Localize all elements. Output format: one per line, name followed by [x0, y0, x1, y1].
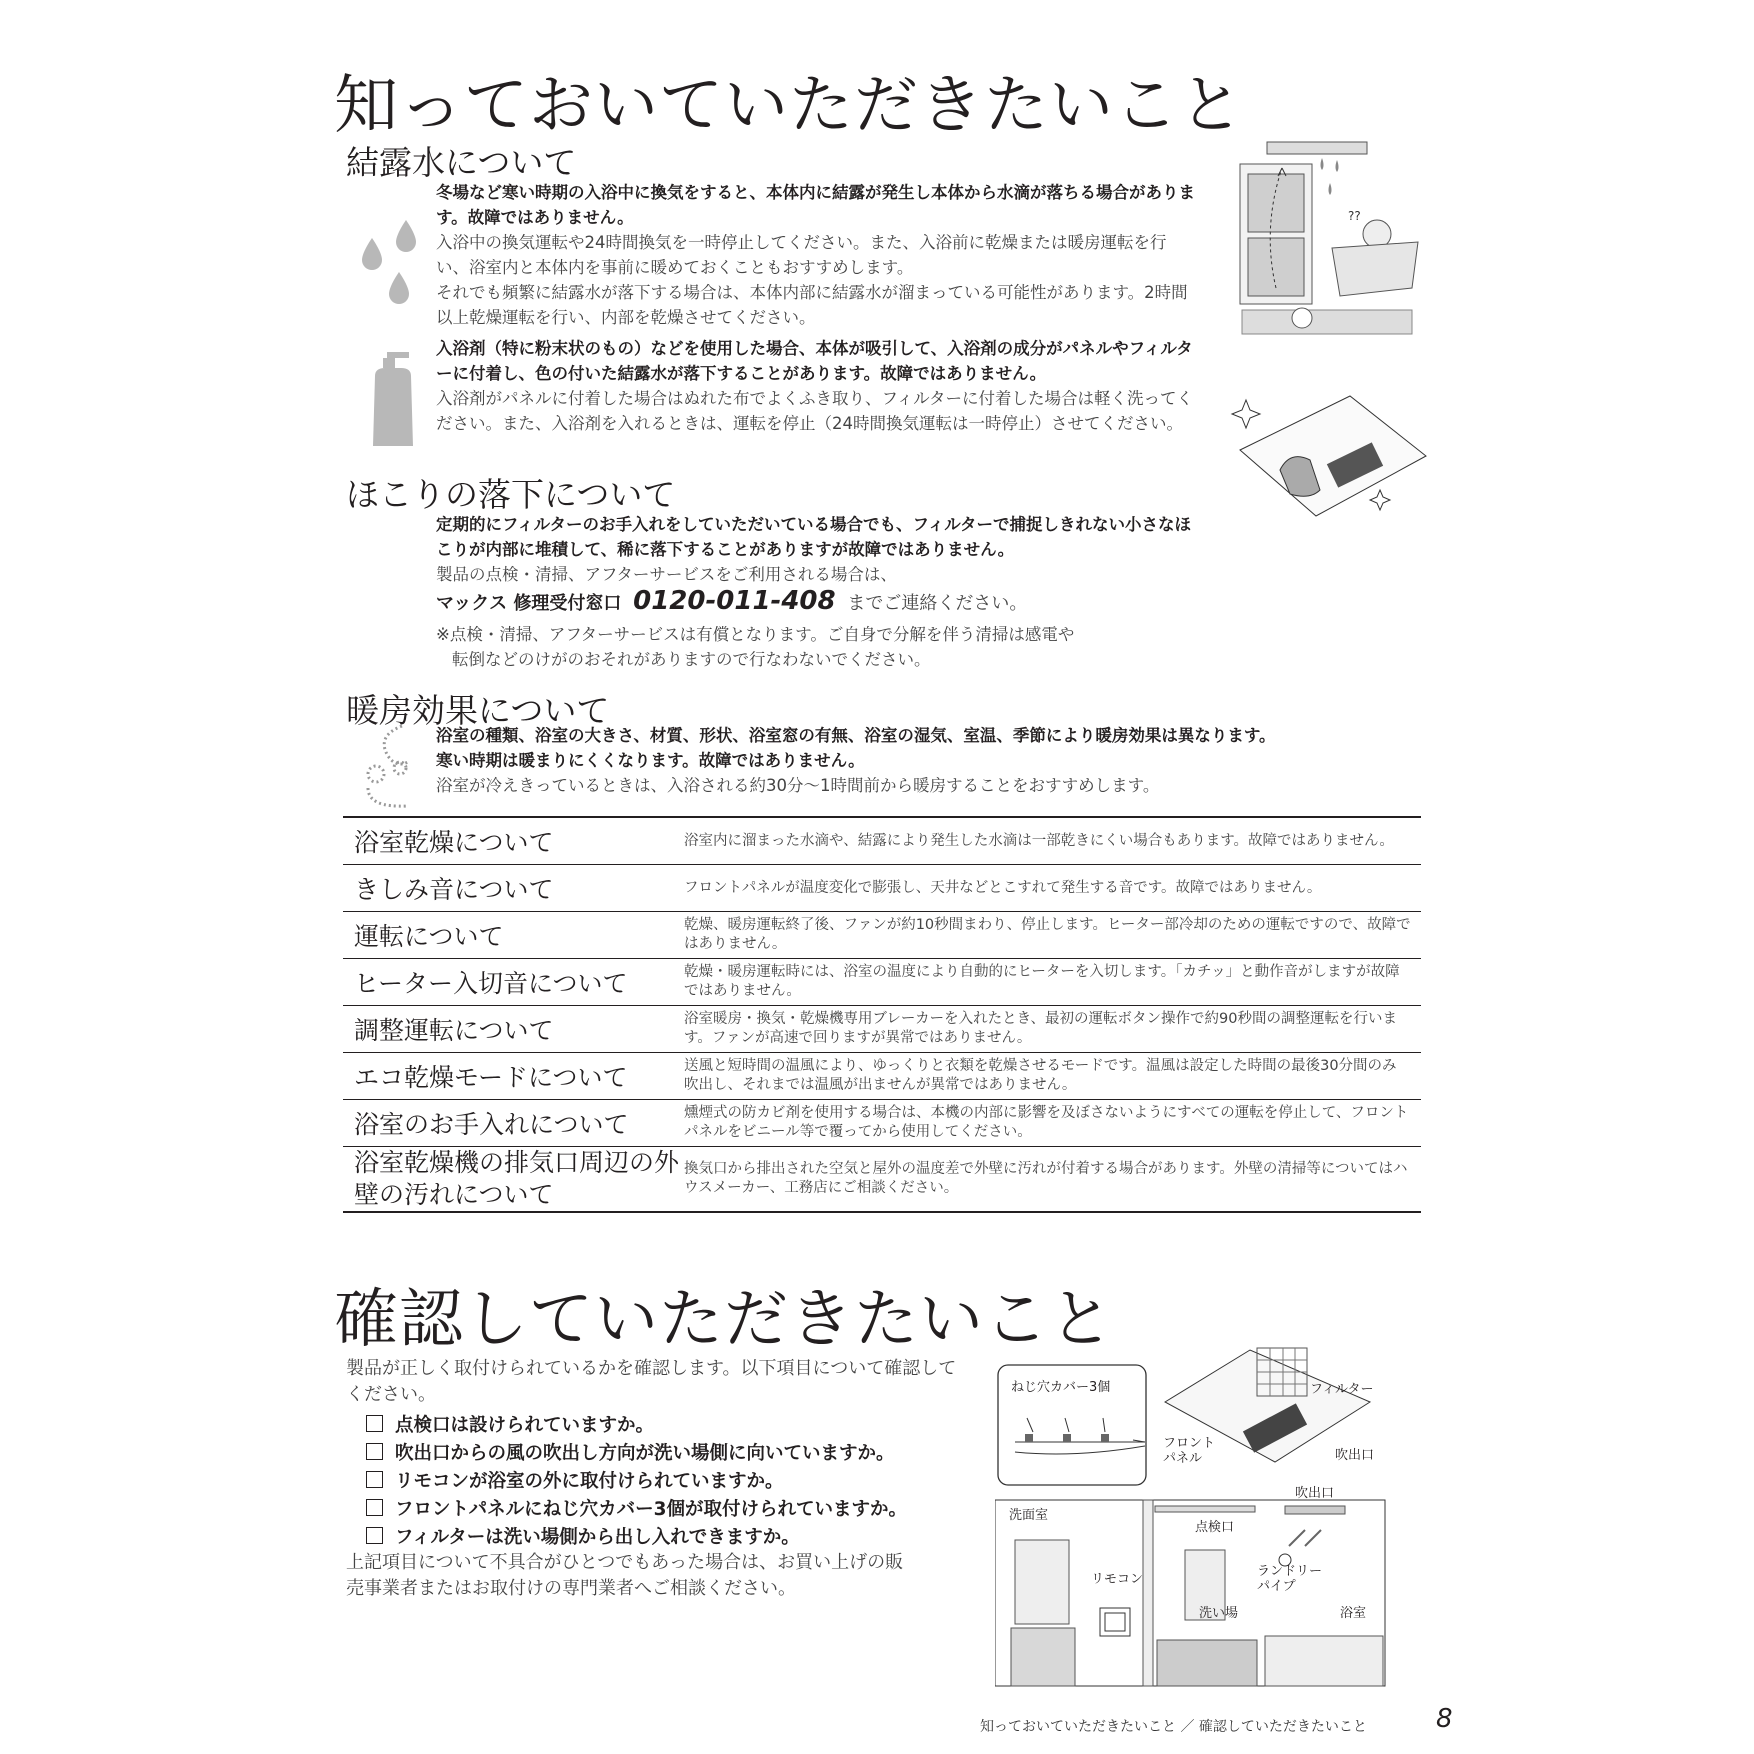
condensation-text-1: 冬場など寒い時期の入浴中に換気をすると、本体内に結露が発生し本体から水滴が落ちる場合があります。故障ではありません。 入浴中の換気運転や24時間換気を一時停止してください。また、入浴前に乾燥または暖房運転を行い、浴室内と本体内を事前に暖めておくこともおすすめします。 それでも頻繁に結露水が落下する場合は、本体内部に結露水が溜まっている可能性があります。2時間以上乾燥運転を行い、内部を乾燥させてください。 — [436, 183, 1195, 327]
label-outlet-room: 吹出口 — [1295, 1486, 1335, 1501]
dust-text: 定期的にフィルターのお手入れをしていただいている場合でも、フィルターで捕捉しきれない小さなほこりが内部に堆積して、稀に落下することがありますが故障ではありません。 製品の点検・清掃、アフターサービスをご利用される場合は、 — [436, 515, 1192, 584]
check-intro: 製品が正しく取付けられているかを確認します。以下項目について確認してください。 — [346, 1358, 957, 1405]
section-title-check: 確認していただきたいこと — [334, 1283, 1114, 1357]
faq-row: エコ乾燥モードについて 送風と短時間の温風により、ゆっくりと衣類を乾燥させるモードです。温風は設定した時間の最後30分間のみ吹出し、それまでは温風が出ませんが異常ではありません。 — [343, 1053, 1421, 1100]
checkbox-icon[interactable] — [366, 1443, 383, 1460]
faq-row: 調整運転について 浴室暖房・換気・乾燥機専用ブレーカーを入れたとき、最初の運転ボタン操作で約90秒間の調整運転を行います。ファンが高速で回りますが異常ではありません。 — [343, 1006, 1421, 1053]
checkbox-icon[interactable] — [366, 1471, 383, 1488]
condensation-text-2: 入浴剤（特に粉末状のもの）などを使用した場合、本体が吸引して、入浴剤の成分がパネルやフィルターに付着し、色の付いた結露水が落下することがあります。故障ではありません。 入浴剤がパネルに付着した場合はぬれた布でよくふき取り、フィルターに付着した場合は軽く洗ってください。また、入浴剤を入れるときは、運転を停止（24時間換気運転は一時停止）させてください。 — [436, 339, 1194, 433]
heating-text: 浴室の種類、浴室の大きさ、材質、形状、浴室窓の有無、浴室の湿気、室温、季節により暖房効果は異なります。 寒い時期は暖まりにくくなります。故障ではありません。 浴室が冷えきっているときは、入浴される約30分～1時間前から暖房することをおすすめします。 — [436, 726, 1276, 795]
checkbox-icon[interactable] — [366, 1499, 383, 1516]
label-washing-area: 洗い場 — [1199, 1606, 1239, 1621]
faq-row: 浴室乾燥について 浴室内に溜まった水滴や、結露により発生した水滴は一部乾きにくい場合もあります。故障ではありません。 — [343, 817, 1421, 865]
faq-row: 運転について 乾燥、暖房運転終了後、ファンが約10秒間まわり、停止します。ヒーター部冷却のための運転ですので、故障ではありません。 — [343, 912, 1421, 959]
faq-row: ヒーター入切音について 乾燥・暖房運転時には、浴室の温度により自動的にヒーターを入切します。「カチッ」と動作音がしますが故障ではありません。 — [343, 959, 1421, 1006]
label-front-panel: フロント パネル — [1163, 1436, 1216, 1466]
faq-row: 浴室のお手入れについて 燻煙式の防カビ剤を使用する場合は、本機の内部に影響を及ぼさないようにすべての運転を停止して、フロントパネルをビニール等で覆ってから使用してください。 — [343, 1100, 1421, 1147]
checklist-item[interactable]: 点検口は設けられていますか。 — [366, 1412, 907, 1440]
contact-label: マックス 修理受付窓口 — [436, 593, 622, 614]
label-outlet-top: 吹出口 — [1335, 1448, 1375, 1463]
bath-additive-bottle-icon — [365, 350, 423, 450]
label-remote: リモコン — [1091, 1572, 1144, 1587]
checkbox-icon[interactable] — [366, 1527, 383, 1544]
page-title: 知っておいていただきたいこと — [334, 69, 1244, 143]
contact-suffix: までご連絡ください。 — [847, 593, 1028, 614]
wiping-panel-illustration — [1230, 390, 1430, 520]
checklist-item[interactable]: リモコンが浴室の外に取付けられていますか。 — [366, 1468, 907, 1496]
label-filter: フィルター — [1310, 1382, 1374, 1397]
label-bathroom: 浴室 — [1340, 1606, 1367, 1621]
faq-row: きしみ音について フロントパネルが温度変化で膨張し、天井などとこすれて発生する音です。故障ではありません。 — [343, 865, 1421, 912]
phone-number: 0120-011-408 — [633, 586, 836, 616]
bathroom-condensation-illustration — [1222, 138, 1422, 338]
water-drops-icon — [360, 218, 420, 313]
checklist-item[interactable]: 吹出口からの風の吹出し方向が洗い場側に向いていますか。 — [366, 1440, 907, 1468]
section-heading-condensation: 結露水について — [346, 143, 577, 182]
section-heading-heating: 暖房効果について — [346, 691, 610, 730]
faq-table — [343, 816, 1421, 1213]
checklist — [366, 1412, 907, 1552]
installation-diagram — [995, 1340, 1395, 1690]
svg-text:??: ?? — [1348, 209, 1361, 223]
section-heading-dust: ほこりの落下について — [346, 475, 676, 514]
label-washroom: 洗面室 — [1009, 1508, 1049, 1523]
warm-air-swirl-icon — [362, 722, 420, 812]
checklist-item[interactable]: フィルターは洗い場側から出し入れできますか。 — [366, 1524, 907, 1552]
checklist-item[interactable]: フロントパネルにねじ穴カバー3個が取付けられていますか。 — [366, 1496, 907, 1524]
label-laundry-pipe: ランドリー パイプ — [1257, 1564, 1323, 1594]
contact-line — [436, 586, 1027, 616]
faq-row: 浴室乾燥機の排気口周辺の外壁の汚れについて 換気口から排出された空気と屋外の温度差で外壁に汚れが付着する場合があります。外壁の清掃等についてはハウスメーカー、工務店にご相談ください。 — [343, 1147, 1421, 1213]
check-outro: 上記項目について不具合がひとつでもあった場合は、お買い上げの販売事業者またはお取付けの専門業者へご相談ください。 — [346, 1552, 904, 1599]
page-number: 8 — [1436, 1704, 1453, 1734]
page-footer: 知っておいていただきたいこと ／ 確認していただきたいこと — [980, 1719, 1367, 1735]
checkbox-icon[interactable] — [366, 1415, 383, 1432]
dust-note: ※点検・清掃、アフターサービスは有償となります。ご自身で分解を伴う清掃は感電や 転倒などのけがのおそれがありますので行なわないでください。 — [436, 625, 1075, 669]
label-screw-cover: ねじ穴カバー3個 — [1011, 1380, 1111, 1395]
label-inspection-port: 点検口 — [1195, 1520, 1235, 1535]
